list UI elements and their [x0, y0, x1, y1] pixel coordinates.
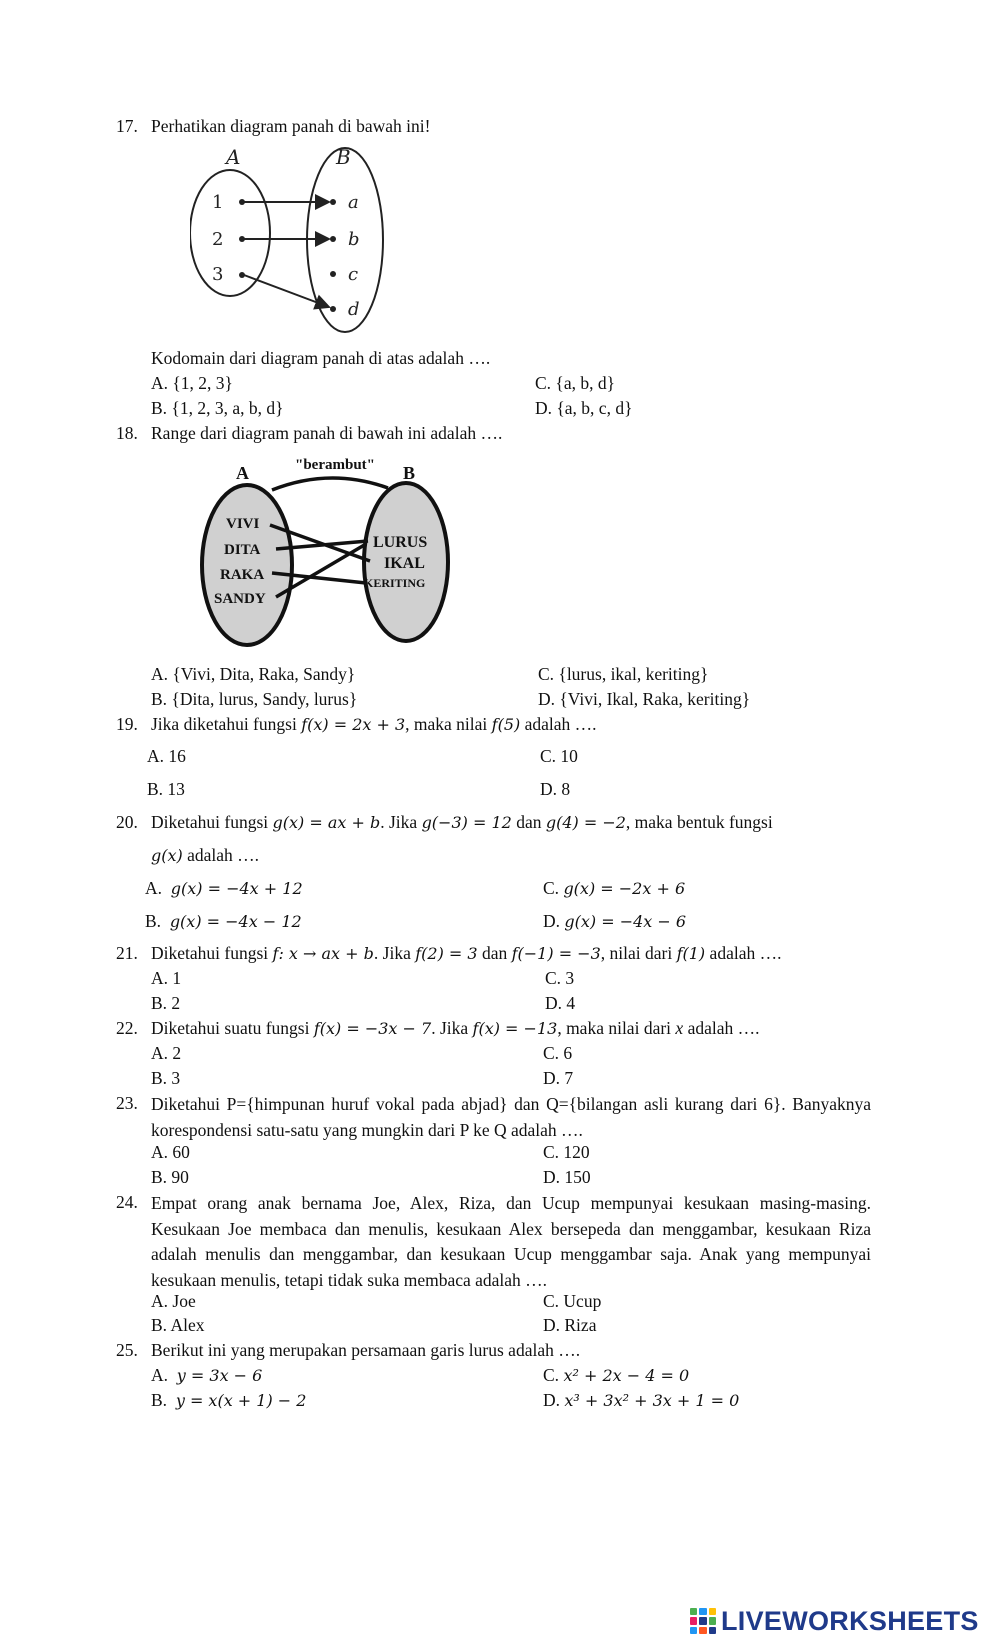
q22-option-c[interactable]: C. 6	[543, 1043, 573, 1063]
q17-option-a[interactable]: A. {1, 2, 3}	[151, 373, 233, 393]
q21-option-c[interactable]: C. 3	[545, 968, 575, 988]
q17-domain-2: 2	[212, 229, 224, 250]
q17-domain-3: 3	[212, 264, 224, 285]
q22-text: Diketahui suatu fungsi f(x) = −3x − 7. Jika f(x) = −13, maka nilai dari x adalah ….	[151, 1018, 760, 1038]
q21-number: 21.	[116, 943, 138, 963]
q24-option-a[interactable]: A. Joe	[151, 1291, 196, 1311]
q20-option-d[interactable]: D. g(x) = −4x − 6	[543, 911, 687, 931]
q21-option-a[interactable]: A. 1	[151, 968, 182, 988]
q19-number: 19.	[116, 714, 138, 734]
q19-option-b[interactable]: B. 13	[147, 779, 185, 799]
q17-set-b-label: B	[336, 145, 351, 169]
q18-arrow-diagram	[200, 455, 460, 665]
q17-option-c[interactable]: C. {a, b, d}	[535, 373, 615, 393]
q18-relation-label: "berambut"	[295, 457, 375, 473]
q22-number: 22.	[116, 1018, 138, 1038]
q18-option-c[interactable]: C. {lurus, ikal, keriting}	[538, 664, 709, 684]
q22-option-b[interactable]: B. 3	[151, 1068, 181, 1088]
q19-option-c[interactable]: C. 10	[540, 746, 578, 766]
q17-set-a-label: A	[226, 145, 241, 169]
q17-codomain-d: d	[348, 299, 360, 320]
q21-text: Diketahui fungsi f: x → ax + b. Jika f(2) = 3 dan f(−1) = −3, nilai dari f(1) adalah ….	[151, 943, 782, 963]
q18-option-b[interactable]: B. {Dita, lurus, Sandy, lurus}	[151, 689, 358, 709]
q17-option-b[interactable]: B. {1, 2, 3, a, b, d}	[151, 398, 284, 418]
q20-option-a[interactable]: A. g(x) = −4x + 12	[145, 878, 303, 898]
liveworksheets-logo[interactable]	[690, 1605, 979, 1637]
q19-expr-f5: f(5)	[491, 715, 521, 734]
q25-number: 25.	[116, 1340, 138, 1360]
q22-option-d[interactable]: D. 7	[543, 1068, 574, 1088]
q18-set-b-label: B	[403, 463, 416, 483]
q18-domain-dita: DITA	[224, 542, 261, 558]
q18-codomain-ikal: IKAL	[384, 555, 425, 572]
q18-text: Range dari diagram panah di bawah ini adalah ….	[151, 423, 503, 443]
logo-text: LIVEWORKSHEETS	[721, 1605, 979, 1636]
q18-codomain-lurus: LURUS	[373, 534, 428, 551]
q18-codomain-keriting: KERITING	[364, 576, 426, 590]
q23-number: 23.	[116, 1093, 138, 1113]
q24-text: Empat orang anak bernama Joe, Alex, Riza, dan Ucup mempunyai kesukaan masing-masing. Kesukaan Joe membaca dan menulis, kesukaan Alex bersepeda dan menggambar, kesukaan Riza adalah menulis dan menggambar, dan kesukaan Ucup menggambar saja. Anak yang mempunyai kesukaan menulis, tetapi tidak suka membaca adalah ….	[151, 1193, 871, 1290]
q23-option-d[interactable]: D. 150	[543, 1167, 591, 1187]
q25-text: Berikut ini yang merupakan persamaan garis lurus adalah ….	[151, 1340, 581, 1360]
q18-option-a[interactable]: A. {Vivi, Dita, Raka, Sandy}	[151, 664, 356, 684]
q17-arrow-diagram	[190, 144, 400, 339]
q20-number: 20.	[116, 812, 138, 832]
q18-number: 18.	[116, 423, 138, 443]
q17-codomain-b: b	[348, 229, 360, 250]
q19-text: Jika diketahui fungsi f(x) = 2x + 3, maka nilai f(5) adalah ….	[151, 714, 597, 734]
q21-option-b[interactable]: B. 2	[151, 993, 181, 1013]
q18-domain-vivi: VIVI	[226, 516, 260, 532]
q23-text: Diketahui P={himpunan huruf vokal pada abjad} dan Q={bilangan asli kurang dari 6}. Banyaknya korespondensi satu-satu yang mungkin dari P ke Q adalah ….	[151, 1094, 871, 1140]
q17-set-a-ellipse	[190, 170, 270, 296]
q22-option-a[interactable]: A. 2	[151, 1043, 182, 1063]
q17-option-d[interactable]: D. {a, b, c, d}	[535, 398, 633, 418]
q19-option-a[interactable]: A. 16	[147, 746, 186, 766]
q25-option-c[interactable]: C. x² + 2x − 4 = 0	[543, 1365, 690, 1385]
q18-set-a-ellipse	[202, 485, 292, 645]
q17-codomain-c: c	[348, 264, 359, 285]
q17-domain-1: 1	[212, 192, 224, 213]
q17-codomain-a: a	[348, 192, 359, 213]
q24-number: 24.	[116, 1192, 138, 1212]
q20-text-line2: g(x) adalah ….	[151, 845, 260, 865]
q17-arrow-3-d	[244, 275, 329, 307]
q18-option-d[interactable]: D. {Vivi, Ikal, Raka, keriting}	[538, 689, 751, 709]
q19-expr-function: f(x) = 2x + 3	[301, 715, 406, 734]
q18-domain-raka: RAKA	[220, 567, 265, 583]
q18-set-a-label: A	[236, 463, 249, 483]
q18-domain-sandy: SANDY	[214, 591, 266, 607]
q20-option-c[interactable]: C. g(x) = −2x + 6	[543, 878, 686, 898]
q23-option-b[interactable]: B. 90	[151, 1167, 189, 1187]
q21-option-d[interactable]: D. 4	[545, 993, 576, 1013]
q24-option-b[interactable]: B. Alex	[151, 1315, 205, 1335]
q18-relation-arc	[272, 478, 388, 490]
q17-text: Perhatikan diagram panah di bawah ini!	[151, 116, 431, 136]
q24-option-d[interactable]: D. Riza	[543, 1315, 597, 1335]
q23-option-a[interactable]: A. 60	[151, 1142, 190, 1162]
q24-option-c[interactable]: C. Ucup	[543, 1291, 602, 1311]
q19-option-d[interactable]: D. 8	[540, 779, 571, 799]
q25-option-a[interactable]: A. y = 3x − 6	[151, 1365, 263, 1385]
q17-question: Kodomain dari diagram panah di atas adalah ….	[151, 348, 491, 368]
liveworksheets-grid-icon	[690, 1608, 716, 1634]
q25-option-d[interactable]: D. x³ + 3x² + 3x + 1 = 0	[543, 1390, 740, 1410]
q17-number: 17.	[116, 116, 138, 136]
q25-option-b[interactable]: B. y = x(x + 1) − 2	[151, 1390, 307, 1410]
q23-option-c[interactable]: C. 120	[543, 1142, 590, 1162]
q20-option-b[interactable]: B. g(x) = −4x − 12	[145, 911, 302, 931]
q20-text: Diketahui fungsi g(x) = ax + b. Jika g(−3) = 12 dan g(4) = −2, maka bentuk fungsi	[151, 812, 773, 832]
